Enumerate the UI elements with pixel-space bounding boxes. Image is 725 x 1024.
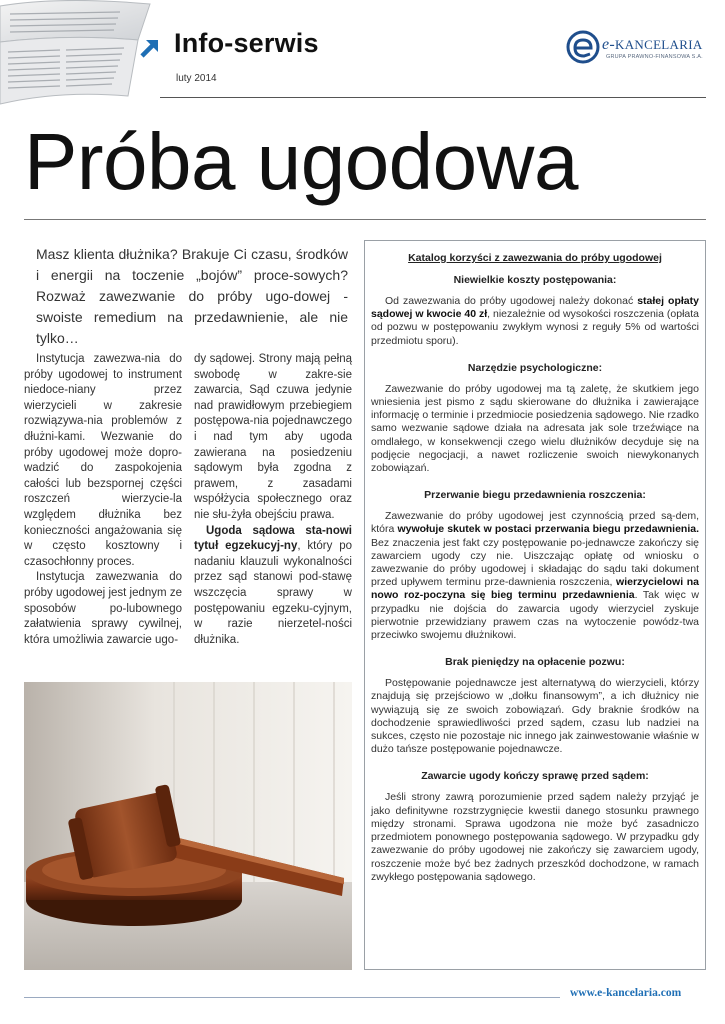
paragraph: Ugoda sądowa sta-nowi tytuł egzekucyj-ny, który po nadaniu klauzuli wykonalności przez sąd stanowi pod-stawę wszczęcia sprawy w postępowaniu egzeku-cyjnym, w razie nierzetel-ności dłużnika. <box>194 524 352 646</box>
gavel-photo <box>24 682 352 970</box>
issue-date: luty 2014 <box>176 73 217 84</box>
company-logo <box>566 30 706 70</box>
section-text: Jeśli strony zawrą porozumienie przed sądem należy przyjąć je jako definitywne rozstrzygnięcie kwestii danego stosunku prawnego między stronami. Sprawa ugodzona nie może być zasadniczo przedmiotem ponownego postępowania sądowego. W przypadku gdy zawezwanie do próby ugodowej nie zakończy się zawarciem ugody, roszczenie może być bez żadnych przeszkód dochodzone, w ramach zwykłego postępowania sądowego. <box>371 791 699 883</box>
sidebar-title: Katalog korzyści z zawezwania do próby ugodowej <box>408 252 662 264</box>
newspaper-illustration <box>0 0 160 108</box>
e-logo-icon <box>566 30 600 64</box>
article-column-right <box>194 352 352 648</box>
section-heading: Przerwanie biegu przedawnienia roszczenia: <box>424 489 646 502</box>
article-lead: Masz klienta dłużnika? Brakuje Ci czasu, środków i energii na toczenie „bojów” proce-sowych? Rozważ zawezwanie do próby ugo-dowej - swoiste remedium na przedawnienie, ale nie tylko… <box>36 246 348 346</box>
header-divider <box>160 97 706 98</box>
paragraph: dy sądowej. Strony mają pełną swobodę w zakre-sie zawarcia, Sąd czuwa jedynie nad prawidłowym przebiegiem postępowa-nia pojednawczego i nad tym aby ugoda zawierana na posiedzeniu sądowym była zgodna z prawem, z zasadami współżycia społecznego oraz nie słu-żyła obejściu prawa. <box>194 353 352 521</box>
benefits-sidebar <box>364 240 706 970</box>
series-title: Info-serwis <box>174 28 319 58</box>
logo-wordmark: e-KANCELARIA <box>602 36 703 53</box>
section-text: Od zawezwania do próby ugodowej należy dokonać stałej opłaty sądowej w kwocie 40 zł, niezależnie od wysokości roszczenia (opłata od pozwu w postępowaniu zwykłym wynosi z reguły 5% od wartości przedmiotu sporu). <box>371 295 699 347</box>
section-heading: Narzędzie psychologiczne: <box>467 361 603 374</box>
logo-subtitle: GRUPA PRAWNO-FINANSOWA S.A. <box>606 54 703 60</box>
paragraph: Instytucja zawezwa-nia do próby ugodowej to instrument niedoce-niany przez wierzycieli w zakresie rozwiązywa-nia problemów z dłużni-kami. Wezwanie do próby ugodowej może dopro-wadzić do zaspokojenia całości lub bezspornej części roszczeń wierzycie-la względem dłużnika bez konieczności angażowania się w często kosztowny i czasochłonny proces. <box>24 353 182 568</box>
arrow-up-right-icon <box>138 36 162 60</box>
section-text: Zawezwanie do próby ugodowej jest czynnością przed są-dem, która wywołuje skutek w postaci przerwania biegu przedawnienia. Bez znaczenia jest fakt czy postępowanie po-jednawcze zakończy się zawarciem ugody czy nie. Uiszczając opłatę od wniosku o zawezwanie do próby ugodowej i składając do sądu taki dokument przed upływem terminu prze-dawnienia roszczenia, wierzycielowi na nowo roz-poczyna się bieg terminu przedawnienia. Tak więc w przypadku nie dojścia do zawarcia ugody wierzyciel zyskuje pierwotnie przewidziany prawem czas na wytoczenie powódz-twa przeciwko swojemu dłużnikowi. <box>371 510 699 642</box>
article-column-left <box>24 352 182 648</box>
article-title: Próba ugodowa <box>24 117 578 206</box>
section-text: Postępowanie pojednawcze jest alternatywą do wierzycieli, którzy znajdują się przejściowo w „dołku finansowym”, a ich dłużnicy nie wywiązują się ze swoich zobowiązań. Gdy braknie środków na dochodzenie sprawiedliwości przed sądem, czasu lub nadziei na sukces, często nie pozostaje nic innego jak zainwestowanie właśnie w dużo tańsze postępowanie pojednawcze. <box>371 677 699 756</box>
paragraph: Instytucja zawezwania do próby ugodowej jest jednym ze sposobów po-lubownego załatwienia sprawy cywilnej, która umożliwia zawarcie ugo- <box>24 571 182 646</box>
section-text: Zawezwanie do próby ugodowej ma tą zaletę, że skutkiem jego wniesienia jest pismo z sądu skierowane do dłużnika i zawierające informację o terminie i przedmiocie posiedzenia sądowego. Nie rzadko samo wezwanie sądowe działa na adresata jak sole trzeźwiące na omdlałego, w konsekwencji czego wielu dłużników decyduje się na podjęcie negocjacji, a nawet rozliczenie swoich niewykonanych zobowiązań. <box>371 382 699 475</box>
title-divider <box>24 219 706 220</box>
section-heading: Brak pieniędzy na opłacenie pozwu: <box>445 656 625 669</box>
website-link[interactable]: www.e-kancelaria.com <box>570 987 682 999</box>
section-heading: Zawarcie ugody kończy sprawę przed sądem: <box>421 770 649 783</box>
section-heading: Niewielkie koszty postępowania: <box>453 274 617 286</box>
footer-divider <box>24 997 560 998</box>
emphasis: Ugoda sądowa sta-nowi tytuł egzekucyj-ny <box>194 524 352 553</box>
